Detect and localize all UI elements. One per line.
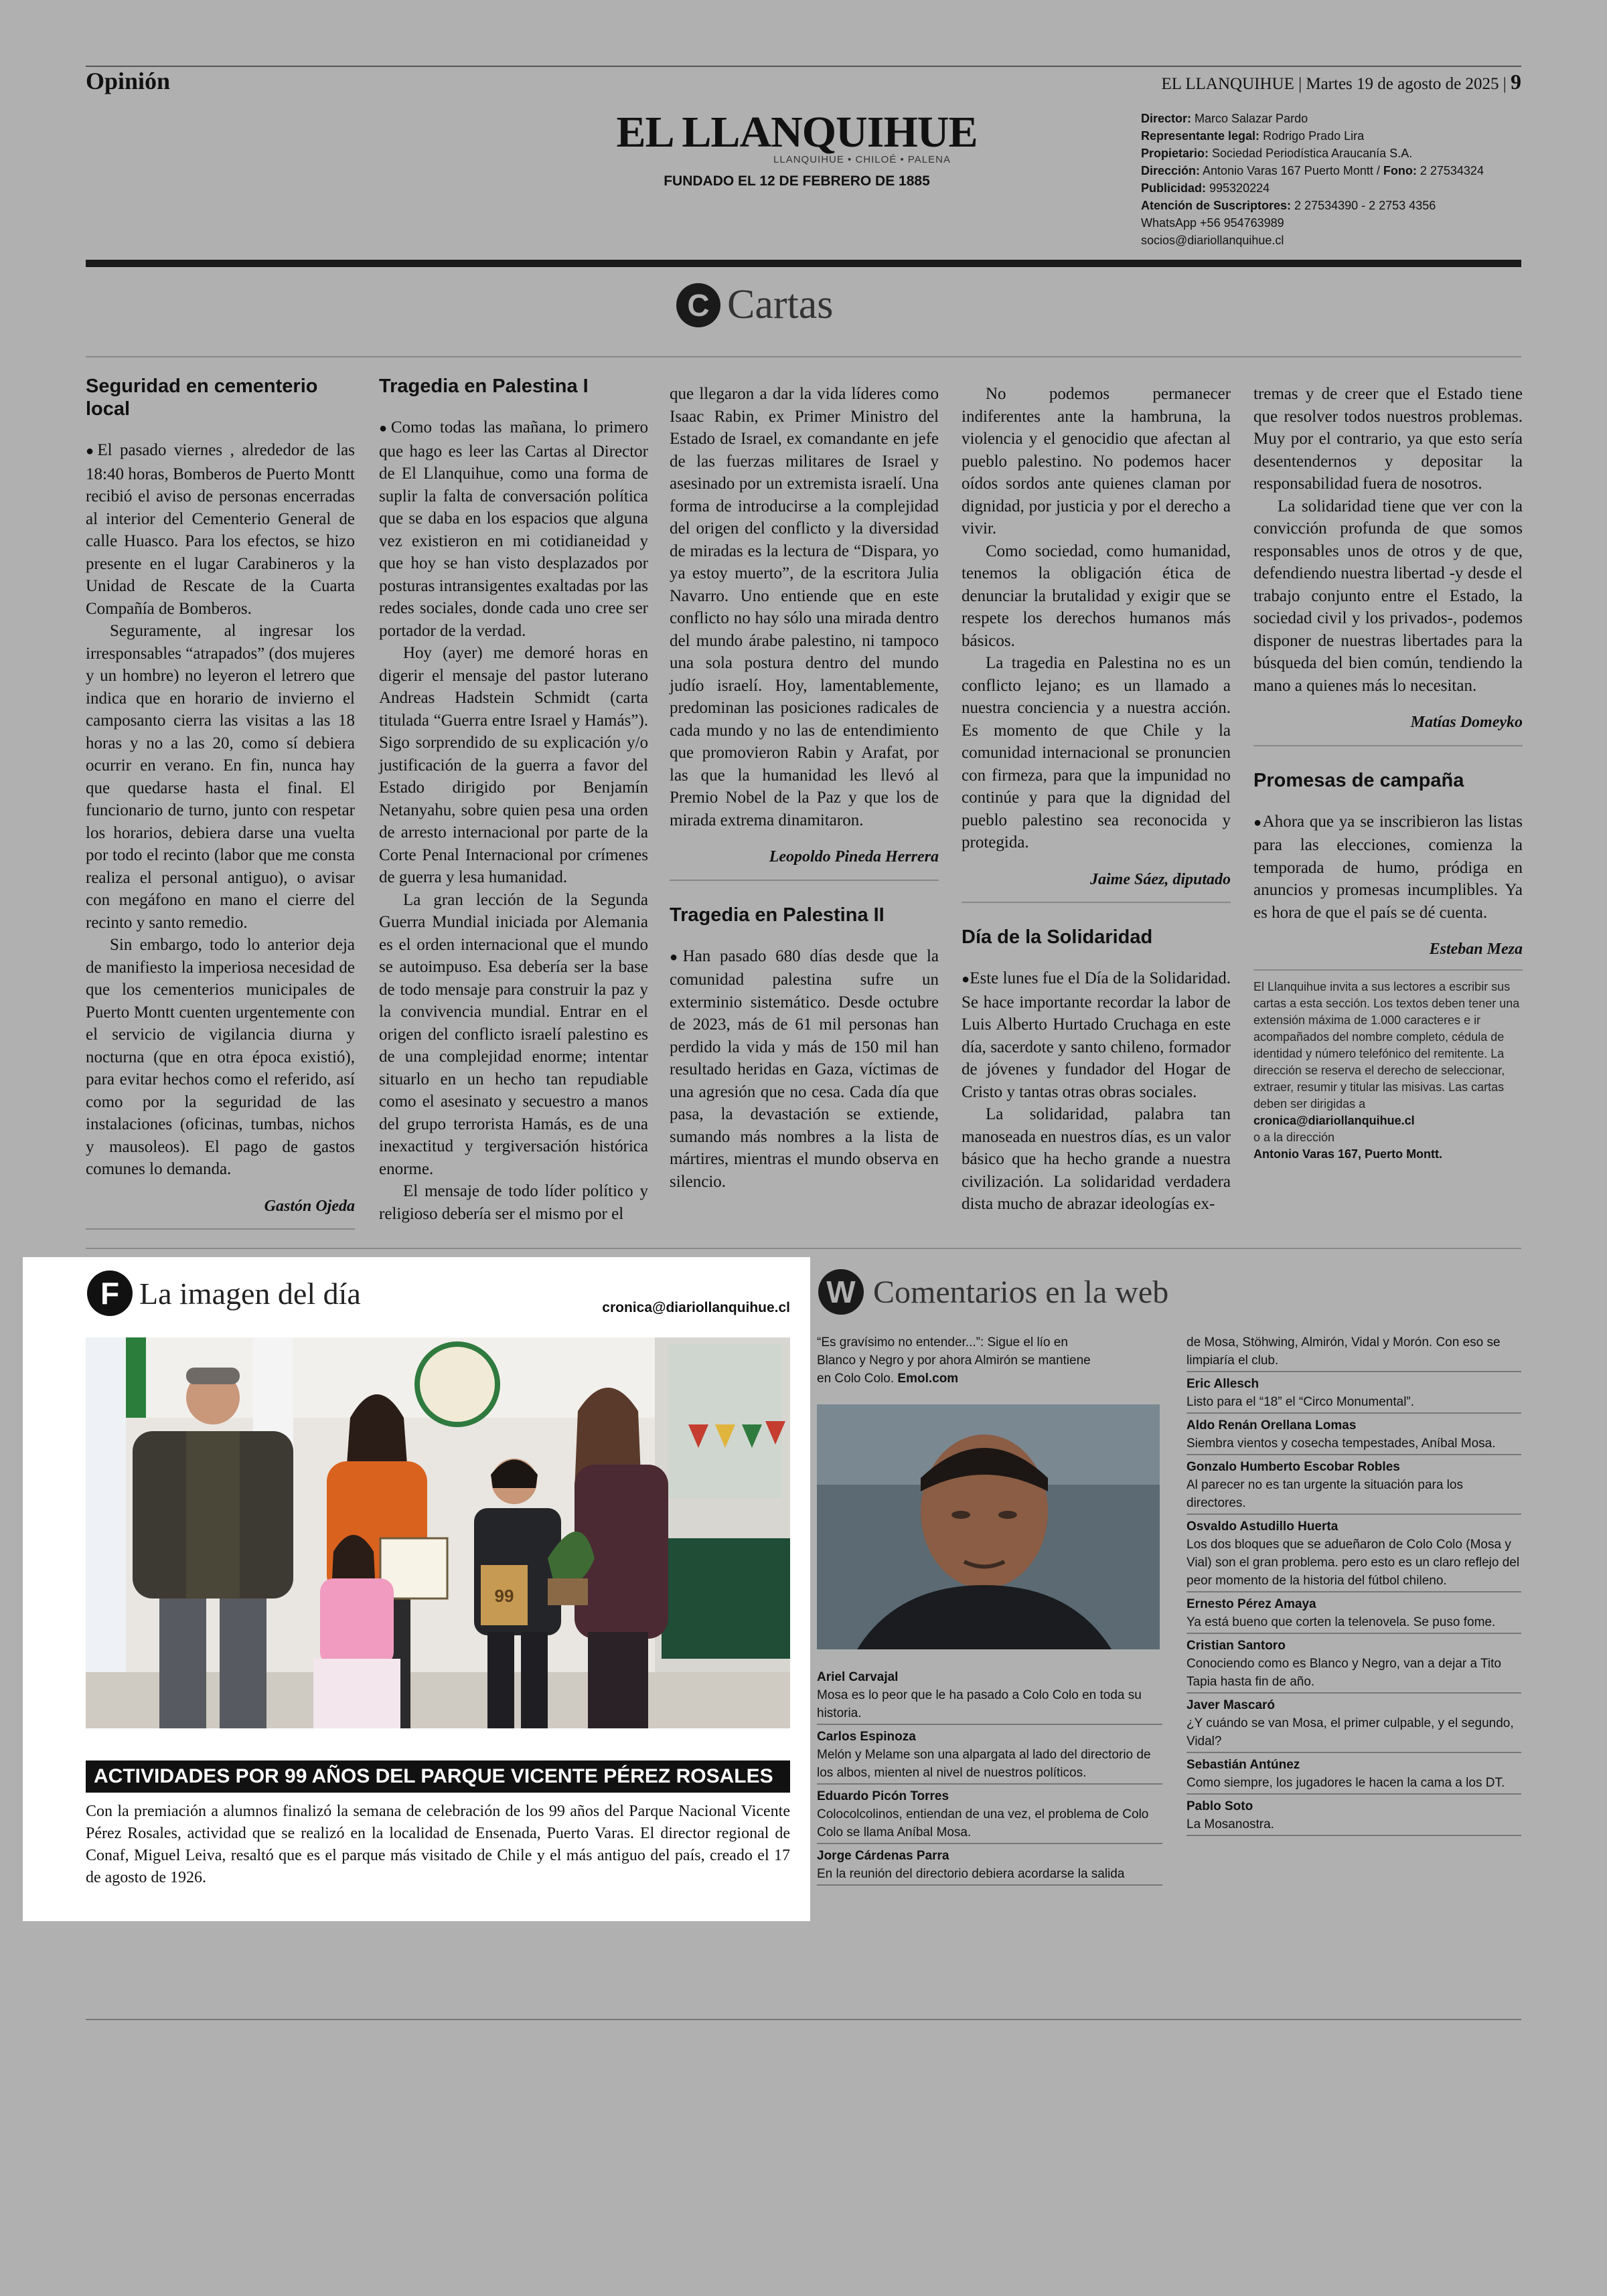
- web-lead-source[interactable]: Emol.com: [897, 1372, 959, 1386]
- comment-text: La Mosanostra.: [1187, 1817, 1274, 1831]
- invite-address: Antonio Varas 167, Puerto Montt.: [1253, 1147, 1443, 1161]
- web-comment: [817, 1668, 1162, 1725]
- letters-column-1: [86, 375, 355, 1252]
- image-of-day-panel: [23, 1257, 810, 1921]
- comment-author: Jorge Cárdenas Parra: [817, 1849, 949, 1863]
- web-comments-photo: [817, 1404, 1160, 1649]
- cartas-letter-icon: C: [676, 283, 720, 327]
- bullet-icon: ●: [670, 949, 683, 965]
- dateline-text: EL LLANQUIHUE | Martes 19 de agosto de 2025 |: [1161, 75, 1511, 93]
- letter-end-rule: [670, 880, 939, 881]
- comment-author: Ernesto Pérez Amaya: [1187, 1597, 1316, 1611]
- letter-title: Seguridad en cementerio local: [86, 376, 318, 420]
- letters-column-3: [670, 383, 939, 1193]
- comment-text: Mosa es lo peor que le ha pasado a Colo Colo en toda su historia.: [817, 1688, 1142, 1720]
- cartas-heading: [676, 281, 833, 329]
- web-letter-icon: W: [818, 1269, 864, 1315]
- comment-text: Los dos bloques que se adueñaron de Colo Colo (Mosa y Vial) son el gran problema. pero esto es un claro reflejo del peor momento de la historia del fútbol chileno.: [1187, 1538, 1520, 1588]
- comment-author: Gonzalo Humberto Escobar Robles: [1187, 1460, 1400, 1474]
- web-comment: [1187, 1696, 1521, 1753]
- image-of-day-photo: [86, 1337, 790, 1728]
- web-comments-title: Comentarios en la web: [873, 1274, 1169, 1310]
- letters-invitation: El Llanquihue invita a sus lectores a escribir sus cartas a esta sección. Los textos deben tener una extensión máxima de 1.000 caracteres e ir acompañados del nombre completo, cédula de identidad y número telefónico del remitente. La dirección se reserva el derecho de seleccionar, extraer, resumir y titular las misivas. Las cartas deben ser dirigidas a cronica@diariollanquihue.cl o a la dirección Antonio Varas 167, Puerto Montt.: [1253, 969, 1523, 1163]
- letter-signature: Leopoldo Pineda Herrera: [769, 848, 939, 866]
- web-comment: [1187, 1518, 1521, 1592]
- image-of-day-title: La imagen del día: [139, 1276, 361, 1311]
- comment-author: Osvaldo Astudillo Huerta: [1187, 1520, 1338, 1534]
- comment-author: Sebastián Antúnez: [1187, 1758, 1300, 1772]
- letter-title: Promesas de campaña: [1253, 769, 1464, 791]
- image-of-day-email[interactable]: cronica@diariollanquihue.cl: [602, 1300, 790, 1315]
- letters-column-5: [1253, 383, 1523, 1163]
- image-of-day-letter-icon: F: [87, 1270, 133, 1316]
- letter-paragraph: Seguramente, al ingresar los irresponsables “atrapados” (dos mujeres y un hombre) no leyeron el letrero que indica que en horario de invierno el camposanto cierra las visitas a las 18 horas y no a las 20, como sí debiera ocurrir en verano. En fin, nunca hay que quedarse hasta el final. El funcionario de turno, junto con respetar los horarios, debiera darse una vuelta por todo el recinto (labor que me consta realiza el personal antiguo), o avisar con megáfono en mano el cierre del recinto y santo remedio.: [86, 622, 355, 932]
- letter-paragraph: ●Han pasado 680 días desde que la comunidad palestina sufre un exterminio sistemático. Desde octubre de 2023, más de 61 mil personas han perdido la vida y más de 150 mil han resultado heridas en Gaza, víctimas de una agresión que no cesa. Cada día que pasa, la devastación se extiende, sumando más nombres a la lista de mártires, mientras el mundo observa en silencio.: [670, 947, 939, 1191]
- comment-author: Aldo Renán Orellana Lomas: [1187, 1418, 1357, 1432]
- comment-text: En la reunión del directorio debiera acordarse la salida: [817, 1867, 1125, 1881]
- comment-author: Javer Mascaró: [1187, 1698, 1276, 1712]
- letter-paragraph: La solidaridad tiene que ver con la convicción profunda de que somos responsables unos de otros y de que, defendiendo nuestra libertad -y desde el trabajo conjunto entre el Estado, la sociedad civil y los privados-, podemos disponer de nuestras libertades para la búsqueda del bien común, tendiendo la mano a quienes más lo necesitan.: [1253, 497, 1523, 695]
- comment-text: ¿Y cuándo se van Mosa, el primer culpable, y el segundo, Vidal?: [1187, 1716, 1514, 1748]
- web-comment: [1187, 1756, 1521, 1795]
- letter-paragraph: ●Ahora que ya se inscribieron las listas para las elecciones, comienza la temporada de humo, pródiga en anuncios y promesas incumplibles. Ya es hora de que el país se dé cuenta.: [1253, 812, 1523, 922]
- comment-author: Cristian Santoro: [1187, 1639, 1286, 1653]
- invite-email[interactable]: cronica@diariollanquihue.cl: [1253, 1113, 1415, 1127]
- cartas-rule: [86, 356, 1521, 357]
- letter-paragraph: La solidaridad, palabra tan manoseada en nuestros días, es un valor básico que ha hecho grande a nuestra civilización. La solidaridad verdadera dista mucho de abrazar ideologías ex-: [962, 1105, 1231, 1213]
- staff-line: Representante legal: Rodrigo Prado Lira: [1141, 129, 1365, 143]
- web-comment: [1187, 1458, 1521, 1515]
- image-caption-text: Con la premiación a alumnos finalizó la semana de celebración de los 99 años del Parque Nacional Vicente Pérez Rosales, actividad que se realizó en la localidad de Ensenada, Puerto Varas. El director regional de Conaf, Miguel Leiva, resaltó que es el parque más visitado de Chile y el más antiguo del país, creado el 17 de agosto de 1926.: [86, 1803, 790, 1886]
- staff-box: [1141, 110, 1529, 249]
- letter-paragraph: Sin embargo, todo lo anterior deja de manifiesto la imperiosa necesidad de que los cementerios municipales de Puerto Montt cuenten urgentemente con el servicio de vigilancia diurna y nocturna (que en otra época existió), para evitar hechos como el referido, así como por la seguridad de las instalaciones (oficinas, tumbas, nichos y mausoleos). El pago de gastos comunes lo demanda.: [86, 936, 355, 1178]
- masthead: [589, 107, 1004, 189]
- comment-text: Al parecer no es tan urgente la situación para los directores.: [1187, 1478, 1463, 1510]
- founded-line: FUNDADO EL 12 DE FEBRERO DE 1885: [664, 173, 930, 189]
- letter-title: Tragedia en Palestina I: [379, 376, 589, 397]
- staff-line: Director: Marco Salazar Pardo: [1141, 112, 1308, 125]
- bullet-icon: ●: [379, 421, 391, 436]
- logo-subtitle: LLANQUIHUE • CHILOÉ • PALENA: [773, 154, 951, 165]
- web-comment: [817, 1847, 1162, 1886]
- letter-paragraph: ●El pasado viernes , alrededor de las 18:40 horas, Bomberos de Puerto Montt recibió el aviso de personas encerradas al interior del Cementerio General de calle Huasco. Para los efectos, se hizo presente en el lugar Carabineros y la Unidad de Rescate de la Cuarta Compañía de Bomberos.: [86, 441, 355, 618]
- bullet-icon: ●: [86, 444, 98, 459]
- web-comments-right: [1187, 1333, 1521, 1839]
- web-lead: “Es gravísimo no entender...”: Sigue el lío en Blanco y Negro y por ahora Almirón se mantiene en Colo Colo. Emol.com: [817, 1335, 1091, 1386]
- web-comment: [1187, 1595, 1521, 1634]
- letter-signature: Matías Domeyko: [1410, 714, 1523, 731]
- web-comment: [1187, 1416, 1521, 1455]
- letter-end-rule: [962, 902, 1231, 903]
- letter-paragraph: que llegaron a dar la vida líderes como Isaac Rabin, ex Primer Ministro del Estado de Israel, ex comandante en jefe de las fuerzas militares de Israel y asesinado por un extremista israelí. Una forma de introducirse a la complejidad del origen del conflicto y la diversidad de miradas es la lectura de “Dispara, yo ya estoy muerto”, de la escritora Julia Navarro. Uno entiende que en este conflicto no hay sólo una mirada dentro del mundo árabe palestino, ni tampoco una sola postura dentro del mundo judío israelí. Hoy, lamentablemente, predominan las posiciones radicales de cada mundo y no las de entendimiento que promovieron Rabin y Arafat, por las que la humanidad les llevó al Premio Nobel de la Paz y que los de mirada extrema dinamitaron.: [670, 385, 939, 829]
- letter-signature: Jaime Sáez, diputado: [1089, 870, 1231, 888]
- letter-paragraph: La tragedia en Palestina no es un conflicto lejano; es un llamado a nuestra conciencia y a nuestra acción. Es momento de que Chile y la comunidad internacional se pronuncien con firmeza, para que la impunidad no continúe y para que la dignidad del pueblo palestino sea reconocida y protegida.: [962, 654, 1231, 851]
- staff-line: WhatsApp +56 954763989: [1141, 216, 1284, 230]
- comment-author: Pablo Soto: [1187, 1799, 1253, 1813]
- web-comment: [817, 1787, 1162, 1844]
- letter-title: Tragedia en Palestina II: [670, 904, 885, 926]
- comment-author: Eduardo Picón Torres: [817, 1789, 949, 1803]
- letter-paragraph: El mensaje de todo líder político y religioso debería ser el mismo por el: [379, 1182, 648, 1223]
- comment-text: Melón y Melame son una alpargata al lado del directorio de los albos, mienten al nivel de nuestros políticos.: [817, 1748, 1151, 1780]
- staff-line: socios@diariollanquihue.cl: [1141, 234, 1284, 247]
- section-name: Opinión: [86, 68, 171, 94]
- letter-end-rule: [1253, 745, 1523, 746]
- letter-paragraph: tremas y de creer que el Estado tiene que resolver todos nuestros problemas. Muy por el contrario, ya que esto sería desentendernos y depositar la responsabilidad fuera de nosotros.: [1253, 385, 1523, 493]
- newspaper-logo: EL LLANQUIHUE: [616, 108, 978, 157]
- comment-text: Colocolcolinos, entiendan de una vez, el problema de Colo Colo se llama Aníbal Mosa.: [817, 1807, 1149, 1839]
- letter-signature: Esteban Meza: [1429, 940, 1523, 958]
- web-comment: [1187, 1797, 1521, 1836]
- letters-column-2: [379, 375, 648, 1225]
- image-of-day-heading: [87, 1270, 361, 1316]
- staff-line: Atención de Suscriptores: 2 27534390 - 2 2753 4356: [1141, 199, 1436, 212]
- web-comment: [817, 1728, 1162, 1785]
- letter-signature: Gastón Ojeda: [264, 1197, 355, 1215]
- comment-author: Carlos Espinoza: [817, 1730, 916, 1744]
- comment-text: Conociendo como es Blanco y Negro, van a dejar a Tito Tapia hasta fin de año.: [1187, 1657, 1501, 1689]
- comment-author: Ariel Carvajal: [817, 1670, 899, 1684]
- page-number: 9: [1511, 70, 1521, 94]
- web-comment: [1187, 1375, 1521, 1414]
- web-comments-heading: [818, 1269, 1168, 1315]
- comment-author: Eric Allesch: [1187, 1377, 1259, 1391]
- bullet-icon: ●: [1253, 815, 1263, 830]
- booklet-number: 99: [494, 1586, 514, 1606]
- staff-line: Propietario: Sociedad Periodística Araucanía S.A.: [1141, 147, 1413, 160]
- web-comments-left: [817, 1668, 1162, 1888]
- comment-text-continued: de Mosa, Stöhwing, Almirón, Vidal y Morón. Con eso se limpiaría el club.: [1187, 1333, 1521, 1372]
- staff-line: Dirección: Antonio Varas 167 Puerto Montt / Fono: 2 27534324: [1141, 164, 1484, 177]
- bullet-icon: ●: [962, 972, 970, 987]
- bottom-rule: [86, 2019, 1521, 2020]
- coach-photo-illustration: [817, 1404, 1160, 1649]
- letter-paragraph: Como sociedad, como humanidad, tenemos la obligación ética de denunciar la brutalidad y exigir que se respete los derechos humanos más básicos.: [962, 542, 1231, 650]
- comment-text: Como siempre, los jugadores le hacen la cama a los DT.: [1187, 1776, 1505, 1790]
- letter-paragraph: Hoy (ayer) me demoré horas en digerir el mensaje del pastor luterano Andreas Hadstein Schmidt (carta titulada “Guerra entre Israel y Hamás”). Sigo sorprendido de su explicación y/o justificación de la guerra a favor del Estado dirigido por Benjamín Netanyahu, sobre quien pesa una orden de arresto internacional por parte de la Corte Penal Internacional por crímenes de guerra y lesa humanidad.: [379, 644, 648, 886]
- header-thick-rule: [86, 260, 1521, 267]
- web-comment: [1187, 1637, 1521, 1694]
- letter-title: Día de la Solidaridad: [962, 926, 1153, 948]
- image-caption-title: ACTIVIDADES POR 99 AÑOS DEL PARQUE VICENTE PÉREZ ROSALES: [86, 1760, 790, 1793]
- comment-text: Ya está bueno que corten la telenovela. Se puso fome.: [1187, 1615, 1496, 1629]
- comment-text: Listo para el “18” el “Circo Monumental”.: [1187, 1395, 1415, 1409]
- letter-paragraph: No podemos permanecer indiferentes ante la hambruna, la violencia y el genocidio que afectan al pueblo palestino. No podemos hacer oídos sordos ante quienes claman por dignidad, por justicia y por el derecho a vivir.: [962, 385, 1231, 538]
- letters-column-4: [962, 383, 1231, 1216]
- cartas-title: Cartas: [727, 282, 834, 327]
- comment-text: Siembra vientos y cosecha tempestades, Aníbal Mosa.: [1187, 1437, 1496, 1451]
- staff-line: Publicidad: 995320224: [1141, 181, 1270, 195]
- letter-paragraph: La gran lección de la Segunda Guerra Mundial iniciada por Alemania es el orden internacional que el mundo se autoimpuso. Esa debería ser la base de todo mensaje para construir la paz y la convivencia mundial. Entrar en el origen del conflicto israelí palestino es de una complejidad enorme; intentar situarlo en un hecho tan repudiable como el asesinato y secuestro a manos del grupo terrorista Hamás, es de una inexactitud y tergiversación histórica enorme.: [379, 890, 648, 1178]
- letter-end-rule: [86, 1228, 355, 1230]
- dateline: [1162, 70, 1521, 94]
- group-photo-illustration: [86, 1337, 790, 1728]
- letter-paragraph: ●Este lunes fue el Día de la Solidaridad. Se hace importante recordar la labor de Luis Alberto Hurtado Cruchaga en este día, sacerdote y santo chileno, formador de jóvenes y fundador del Hogar de Cristo y tantas otras obras sociales.: [962, 969, 1231, 1101]
- section-divider-rule: [86, 1248, 1521, 1249]
- letter-paragraph: ●Como todas las mañana, lo primero que hago es leer las Cartas al Director de El Llanquihue, como una forma de suplir la falta de conversación política que se daba en los espacios que alguna vez existieron en mi cotidianeidad y que hoy se han visto desplazados por posturas intransigentes exaltadas por las redes sociales, donde cada uno cree ser portador de la verdad.: [379, 418, 648, 640]
- top-rule: [86, 66, 1521, 67]
